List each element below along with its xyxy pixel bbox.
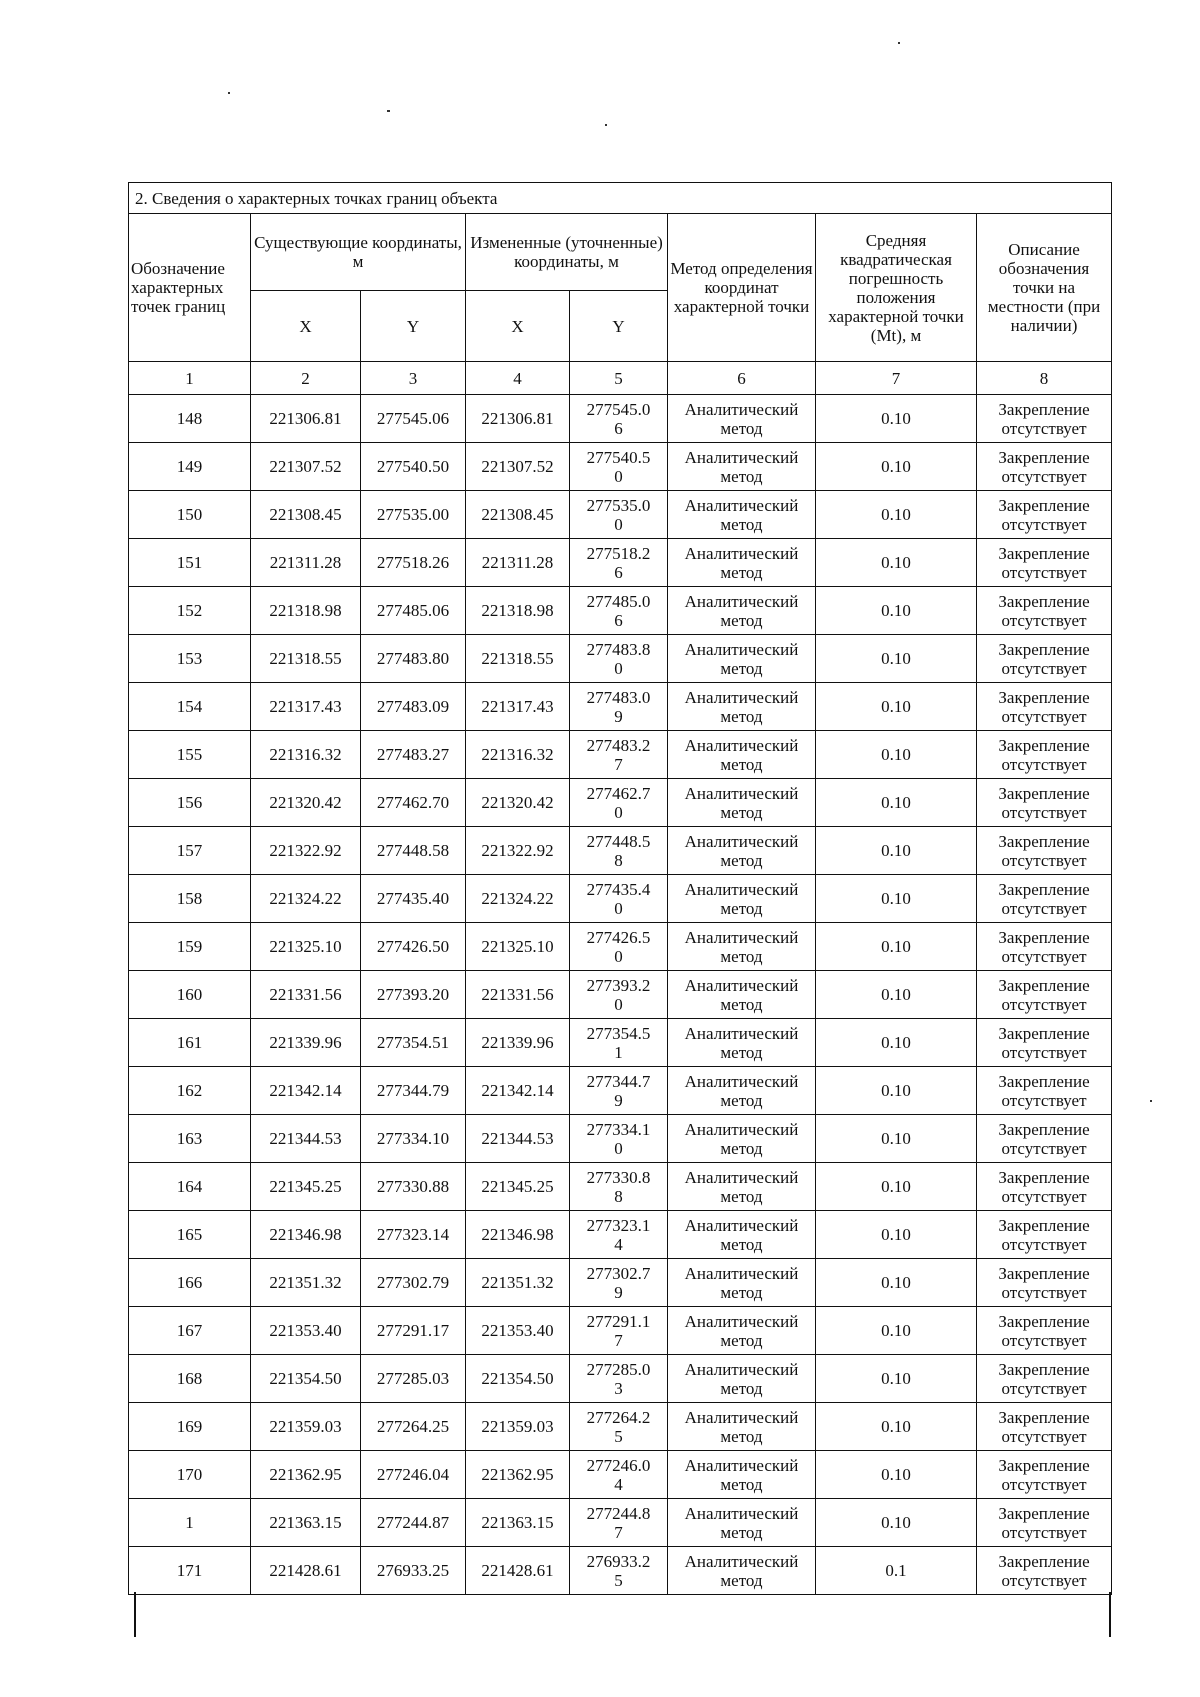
existing-y: 277448.58 — [361, 827, 466, 875]
point-description: Закрепление отсутствует — [977, 395, 1112, 443]
changed-y: 277344.7 9 — [570, 1067, 668, 1115]
method: Аналитический метод — [668, 587, 816, 635]
point-number: 165 — [129, 1211, 251, 1259]
table-row — [129, 971, 1112, 1019]
changed-x: 221320.42 — [466, 779, 570, 827]
method: Аналитический метод — [668, 923, 816, 971]
method: Аналитический метод — [668, 443, 816, 491]
changed-x: 221316.32 — [466, 731, 570, 779]
point-description: Закрепление отсутствует — [977, 779, 1112, 827]
changed-y: 277462.7 0 — [570, 779, 668, 827]
table-row — [129, 827, 1112, 875]
scan-speck — [387, 110, 390, 112]
existing-x: 221311.28 — [251, 539, 361, 587]
existing-x: 221342.14 — [251, 1067, 361, 1115]
point-description: Закрепление отсутствует — [977, 1019, 1112, 1067]
table-row — [129, 1067, 1112, 1115]
changed-x: 221324.22 — [466, 875, 570, 923]
changed-y: 277323.1 4 — [570, 1211, 668, 1259]
changed-x: 221345.25 — [466, 1163, 570, 1211]
header-x-existing: X — [251, 291, 361, 362]
existing-x: 221428.61 — [251, 1547, 361, 1595]
header-description: Описание обозначения точки на местности (при наличии) — [977, 214, 1112, 362]
changed-y: 277518.2 6 — [570, 539, 668, 587]
existing-y: 277291.17 — [361, 1307, 466, 1355]
changed-x: 221353.40 — [466, 1307, 570, 1355]
existing-x: 221339.96 — [251, 1019, 361, 1067]
point-description: Закрепление отсутствует — [977, 587, 1112, 635]
table-tail-right-border — [1109, 1592, 1111, 1637]
existing-y: 277545.06 — [361, 395, 466, 443]
existing-x: 221308.45 — [251, 491, 361, 539]
existing-x: 221331.56 — [251, 971, 361, 1019]
existing-x: 221316.32 — [251, 731, 361, 779]
table-row — [129, 1307, 1112, 1355]
column-number: 5 — [570, 362, 668, 395]
existing-x: 221354.50 — [251, 1355, 361, 1403]
existing-y: 277285.03 — [361, 1355, 466, 1403]
point-number: 169 — [129, 1403, 251, 1451]
changed-x: 221351.32 — [466, 1259, 570, 1307]
point-description: Закрепление отсутствует — [977, 1499, 1112, 1547]
point-description: Закрепление отсутствует — [977, 923, 1112, 971]
table-row — [129, 491, 1112, 539]
changed-x: 221346.98 — [466, 1211, 570, 1259]
table-row — [129, 1355, 1112, 1403]
changed-y: 277540.5 0 — [570, 443, 668, 491]
changed-y: 277483.0 9 — [570, 683, 668, 731]
existing-y: 277535.00 — [361, 491, 466, 539]
error-mt: 0.10 — [816, 875, 977, 923]
existing-y: 277354.51 — [361, 1019, 466, 1067]
header-y-changed: Y — [570, 291, 668, 362]
method: Аналитический метод — [668, 1259, 816, 1307]
existing-y: 277393.20 — [361, 971, 466, 1019]
point-description: Закрепление отсутствует — [977, 491, 1112, 539]
point-description: Закрепление отсутствует — [977, 635, 1112, 683]
error-mt: 0.10 — [816, 1067, 977, 1115]
error-mt: 0.10 — [816, 827, 977, 875]
point-number: 149 — [129, 443, 251, 491]
changed-y: 277448.5 8 — [570, 827, 668, 875]
column-number: 6 — [668, 362, 816, 395]
point-description: Закрепление отсутствует — [977, 1355, 1112, 1403]
error-mt: 0.10 — [816, 779, 977, 827]
method: Аналитический метод — [668, 1403, 816, 1451]
point-number: 162 — [129, 1067, 251, 1115]
changed-y: 277354.5 1 — [570, 1019, 668, 1067]
table-row — [129, 395, 1112, 443]
existing-y: 277483.27 — [361, 731, 466, 779]
header-y-existing: Y — [361, 291, 466, 362]
point-number: 1 — [129, 1499, 251, 1547]
table-row — [129, 923, 1112, 971]
point-description: Закрепление отсутствует — [977, 443, 1112, 491]
table-row — [129, 1259, 1112, 1307]
changed-y: 277330.8 8 — [570, 1163, 668, 1211]
changed-y: 277334.1 0 — [570, 1115, 668, 1163]
method: Аналитический метод — [668, 1451, 816, 1499]
point-description: Закрепление отсутствует — [977, 1547, 1112, 1595]
table-row — [129, 875, 1112, 923]
changed-x: 221311.28 — [466, 539, 570, 587]
error-mt: 0.10 — [816, 1499, 977, 1547]
table-row — [129, 779, 1112, 827]
point-description: Закрепление отсутствует — [977, 1163, 1112, 1211]
changed-y: 277244.8 7 — [570, 1499, 668, 1547]
method: Аналитический метод — [668, 1499, 816, 1547]
table-row — [129, 443, 1112, 491]
method: Аналитический метод — [668, 491, 816, 539]
point-description: Закрепление отсутствует — [977, 875, 1112, 923]
error-mt: 0.10 — [816, 1163, 977, 1211]
method: Аналитический метод — [668, 875, 816, 923]
table-row — [129, 635, 1112, 683]
existing-x: 221324.22 — [251, 875, 361, 923]
point-description: Закрепление отсутствует — [977, 827, 1112, 875]
changed-y: 277426.5 0 — [570, 923, 668, 971]
point-description: Закрепление отсутствует — [977, 1259, 1112, 1307]
column-number: 7 — [816, 362, 977, 395]
changed-x: 221322.92 — [466, 827, 570, 875]
existing-x: 221325.10 — [251, 923, 361, 971]
method: Аналитический метод — [668, 971, 816, 1019]
changed-x: 221331.56 — [466, 971, 570, 1019]
changed-x: 221359.03 — [466, 1403, 570, 1451]
point-number: 152 — [129, 587, 251, 635]
existing-y: 277485.06 — [361, 587, 466, 635]
point-number: 155 — [129, 731, 251, 779]
changed-y: 277483.8 0 — [570, 635, 668, 683]
header-changed-coordinates: Измененные (уточненные) координаты, м — [466, 214, 668, 291]
changed-y: 277483.2 7 — [570, 731, 668, 779]
method: Аналитический метод — [668, 1115, 816, 1163]
header-x-changed: X — [466, 291, 570, 362]
changed-y: 277302.7 9 — [570, 1259, 668, 1307]
existing-y: 277462.70 — [361, 779, 466, 827]
changed-x: 221308.45 — [466, 491, 570, 539]
method: Аналитический метод — [668, 1547, 816, 1595]
table-row — [129, 1547, 1112, 1595]
changed-x: 221428.61 — [466, 1547, 570, 1595]
point-number: 151 — [129, 539, 251, 587]
changed-x: 221318.55 — [466, 635, 570, 683]
existing-y: 277483.09 — [361, 683, 466, 731]
existing-y: 277540.50 — [361, 443, 466, 491]
point-number: 153 — [129, 635, 251, 683]
existing-y: 277426.50 — [361, 923, 466, 971]
table-row — [129, 587, 1112, 635]
point-number: 164 — [129, 1163, 251, 1211]
error-mt: 0.10 — [816, 1259, 977, 1307]
error-mt: 0.10 — [816, 1115, 977, 1163]
existing-x: 221345.25 — [251, 1163, 361, 1211]
table-row — [129, 1451, 1112, 1499]
table-tail-left-border — [134, 1592, 136, 1637]
point-description: Закрепление отсутствует — [977, 1403, 1112, 1451]
existing-y: 277435.40 — [361, 875, 466, 923]
method: Аналитический метод — [668, 731, 816, 779]
changed-y: 277285.0 3 — [570, 1355, 668, 1403]
header-method: Метод определения координат характерной точки — [668, 214, 816, 362]
changed-x: 221317.43 — [466, 683, 570, 731]
method: Аналитический метод — [668, 395, 816, 443]
error-mt: 0.10 — [816, 1307, 977, 1355]
header-designation: Обозначение характерных точек границ — [129, 214, 251, 362]
point-number: 160 — [129, 971, 251, 1019]
existing-y: 277246.04 — [361, 1451, 466, 1499]
existing-y: 277330.88 — [361, 1163, 466, 1211]
method: Аналитический метод — [668, 1067, 816, 1115]
point-number: 157 — [129, 827, 251, 875]
point-description: Закрепление отсутствует — [977, 731, 1112, 779]
column-number: 4 — [466, 362, 570, 395]
table-row — [129, 539, 1112, 587]
existing-x: 221318.98 — [251, 587, 361, 635]
existing-x: 221351.32 — [251, 1259, 361, 1307]
existing-y: 276933.25 — [361, 1547, 466, 1595]
changed-x: 221362.95 — [466, 1451, 570, 1499]
error-mt: 0.10 — [816, 1211, 977, 1259]
changed-y: 277393.2 0 — [570, 971, 668, 1019]
scan-speck — [228, 92, 230, 94]
scan-speck — [898, 42, 900, 44]
point-number: 166 — [129, 1259, 251, 1307]
scan-speck — [605, 124, 607, 126]
point-number: 168 — [129, 1355, 251, 1403]
existing-y: 277344.79 — [361, 1067, 466, 1115]
existing-x: 221362.95 — [251, 1451, 361, 1499]
table-row — [129, 683, 1112, 731]
error-mt: 0.10 — [816, 1019, 977, 1067]
existing-x: 221363.15 — [251, 1499, 361, 1547]
changed-y: 276933.2 5 — [570, 1547, 668, 1595]
existing-x: 221344.53 — [251, 1115, 361, 1163]
table-row — [129, 1403, 1112, 1451]
existing-x: 221317.43 — [251, 683, 361, 731]
point-number: 150 — [129, 491, 251, 539]
error-mt: 0.10 — [816, 1451, 977, 1499]
changed-x: 221318.98 — [466, 587, 570, 635]
table-row — [129, 1019, 1112, 1067]
changed-x: 221306.81 — [466, 395, 570, 443]
point-description: Закрепление отсутствует — [977, 1307, 1112, 1355]
existing-y: 277302.79 — [361, 1259, 466, 1307]
table-row — [129, 1499, 1112, 1547]
changed-x: 221325.10 — [466, 923, 570, 971]
changed-x: 221363.15 — [466, 1499, 570, 1547]
changed-x: 221344.53 — [466, 1115, 570, 1163]
point-number: 171 — [129, 1547, 251, 1595]
error-mt: 0.10 — [816, 443, 977, 491]
table-row — [129, 731, 1112, 779]
error-mt: 0.10 — [816, 971, 977, 1019]
point-number: 148 — [129, 395, 251, 443]
point-description: Закрепление отсутствует — [977, 1067, 1112, 1115]
characteristic-points-table — [128, 182, 1112, 1595]
changed-y: 277246.0 4 — [570, 1451, 668, 1499]
column-number: 1 — [129, 362, 251, 395]
section-title: 2. Сведения о характерных точках границ объекта — [129, 183, 1112, 214]
error-mt: 0.10 — [816, 635, 977, 683]
existing-x: 221353.40 — [251, 1307, 361, 1355]
point-number: 163 — [129, 1115, 251, 1163]
changed-x: 221342.14 — [466, 1067, 570, 1115]
method: Аналитический метод — [668, 1019, 816, 1067]
point-description: Закрепление отсутствует — [977, 1451, 1112, 1499]
point-number: 170 — [129, 1451, 251, 1499]
changed-y: 277264.2 5 — [570, 1403, 668, 1451]
method: Аналитический метод — [668, 1163, 816, 1211]
existing-y: 277483.80 — [361, 635, 466, 683]
method: Аналитический метод — [668, 1307, 816, 1355]
point-number: 158 — [129, 875, 251, 923]
error-mt: 0.10 — [816, 491, 977, 539]
changed-x: 221307.52 — [466, 443, 570, 491]
point-number: 156 — [129, 779, 251, 827]
existing-x: 221306.81 — [251, 395, 361, 443]
error-mt: 0.10 — [816, 923, 977, 971]
error-mt: 0.10 — [816, 539, 977, 587]
changed-y: 277435.4 0 — [570, 875, 668, 923]
error-mt: 0.10 — [816, 683, 977, 731]
method: Аналитический метод — [668, 1211, 816, 1259]
point-number: 161 — [129, 1019, 251, 1067]
point-description: Закрепление отсутствует — [977, 683, 1112, 731]
column-number: 2 — [251, 362, 361, 395]
method: Аналитический метод — [668, 827, 816, 875]
existing-x: 221307.52 — [251, 443, 361, 491]
column-number: 8 — [977, 362, 1112, 395]
error-mt: 0.10 — [816, 731, 977, 779]
existing-y: 277323.14 — [361, 1211, 466, 1259]
changed-y: 277535.0 0 — [570, 491, 668, 539]
table-row — [129, 1115, 1112, 1163]
method: Аналитический метод — [668, 635, 816, 683]
existing-x: 221320.42 — [251, 779, 361, 827]
existing-y: 277334.10 — [361, 1115, 466, 1163]
existing-y: 277518.26 — [361, 539, 466, 587]
changed-y: 277545.0 6 — [570, 395, 668, 443]
error-mt: 0.10 — [816, 395, 977, 443]
point-description: Закрепление отсутствует — [977, 539, 1112, 587]
point-number: 167 — [129, 1307, 251, 1355]
method: Аналитический метод — [668, 683, 816, 731]
existing-x: 221359.03 — [251, 1403, 361, 1451]
point-description: Закрепление отсутствует — [977, 971, 1112, 1019]
changed-y: 277291.1 7 — [570, 1307, 668, 1355]
error-mt: 0.10 — [816, 587, 977, 635]
existing-x: 221318.55 — [251, 635, 361, 683]
existing-x: 221322.92 — [251, 827, 361, 875]
scan-speck — [1150, 1100, 1152, 1102]
existing-y: 277244.87 — [361, 1499, 466, 1547]
changed-y: 277485.0 6 — [570, 587, 668, 635]
point-description: Закрепление отсутствует — [977, 1115, 1112, 1163]
changed-x: 221354.50 — [466, 1355, 570, 1403]
error-mt: 0.1 — [816, 1547, 977, 1595]
existing-y: 277264.25 — [361, 1403, 466, 1451]
header-error: Средняя квадратическая погрешность положения характерной точки (Mt), м — [816, 214, 977, 362]
table-row — [129, 1211, 1112, 1259]
point-description: Закрепление отсутствует — [977, 1211, 1112, 1259]
error-mt: 0.10 — [816, 1355, 977, 1403]
method: Аналитический метод — [668, 1355, 816, 1403]
changed-x: 221339.96 — [466, 1019, 570, 1067]
method: Аналитический метод — [668, 779, 816, 827]
point-number: 159 — [129, 923, 251, 971]
method: Аналитический метод — [668, 539, 816, 587]
table-row — [129, 1163, 1112, 1211]
header-existing-coordinates: Существующие координаты, м — [251, 214, 466, 291]
error-mt: 0.10 — [816, 1403, 977, 1451]
existing-x: 221346.98 — [251, 1211, 361, 1259]
point-number: 154 — [129, 683, 251, 731]
column-number: 3 — [361, 362, 466, 395]
